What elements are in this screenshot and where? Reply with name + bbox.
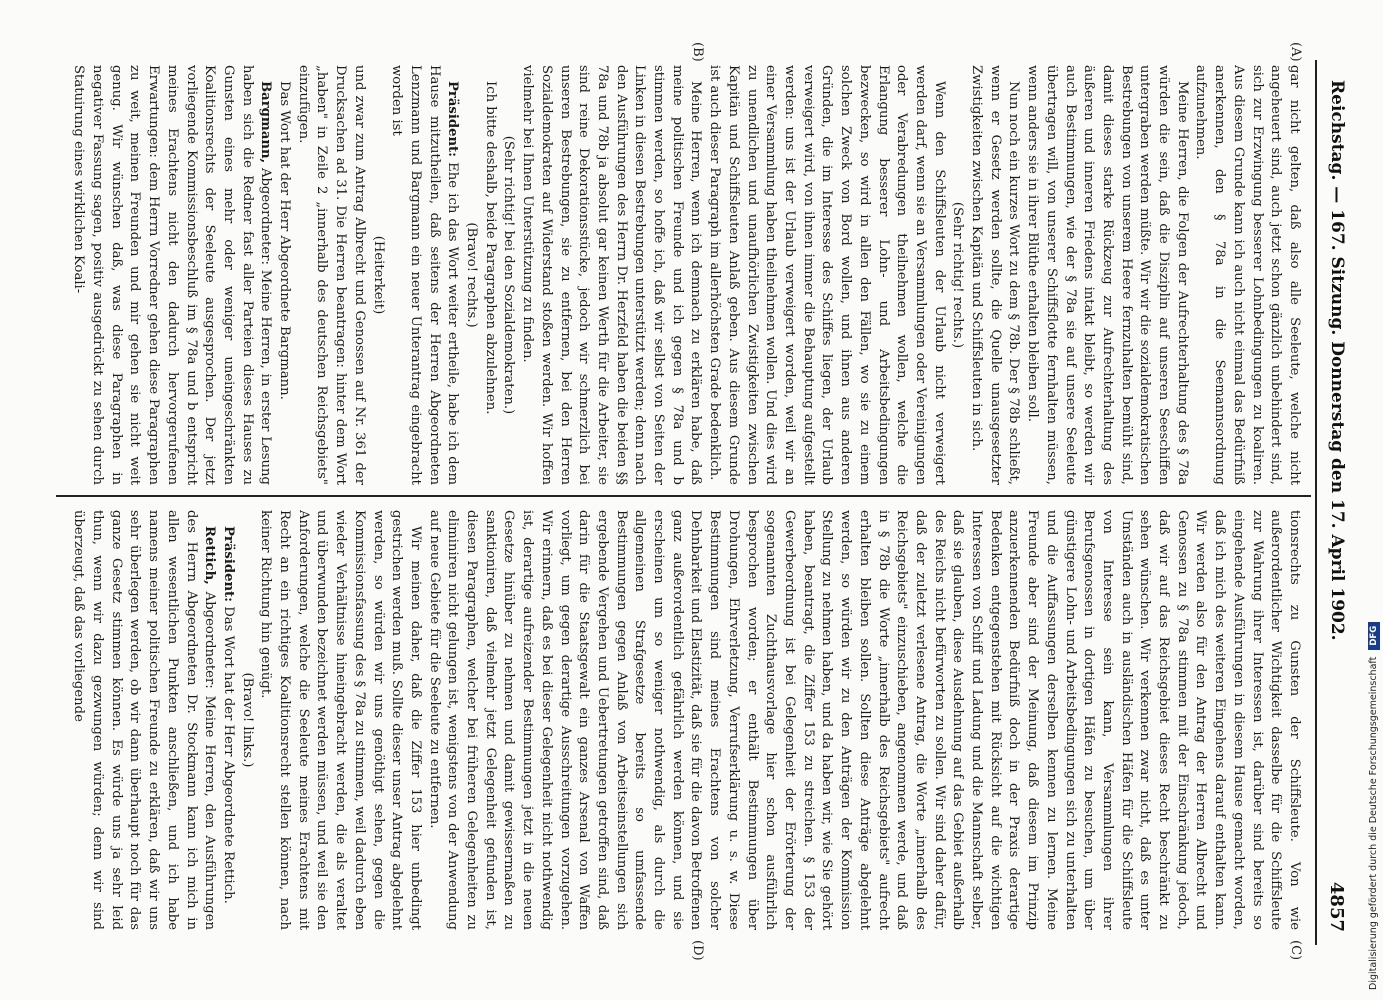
interjection: (Sehr richtig! bei den Sozialdemokraten.) xyxy=(501,135,517,415)
speaker-name: Präsident: xyxy=(445,81,461,158)
page-number: 4857 xyxy=(1326,881,1347,932)
speaker-name: Präsident: xyxy=(220,526,236,603)
speech-paragraph xyxy=(69,510,219,930)
interjection: (Heiterkeit) xyxy=(370,235,386,315)
speech-text: Abgeordneter: Meine Herren, den Ausführungen des Herrn Abgeordneten Dr. Stockmann kann ich mich in allen wesentlichen Punkten anschließen, und ich habe namens meiner politischen Freunde zu erklären, daß wir uns sehr überlegen werden, ob wir dann überhaupt noch für das ganze Gesetz stimmen können. Es würde uns ja sehr leid thun, wenn wir dazu gezwungen würden; denn wir sind überzeugt, daß das vorliegende xyxy=(71,510,218,930)
right-column xyxy=(63,510,1303,930)
header-rule xyxy=(1315,60,1317,945)
paragraph: Nun noch ein kurzes Wort zu dem § 78b. Der § 78b schließt, wenn er Gesetz werden sollte, die Quelle unausgesetzter Zwistigkeiten zwischen Kapitän und Schiffsleuten in sich. xyxy=(969,65,1022,485)
margin-letter-d: (D) xyxy=(690,940,705,961)
speech-text: Das Wort hat der Herr Abgeordnete Rettich. xyxy=(220,602,236,904)
margin-letter-a: (A) xyxy=(1288,42,1303,62)
speech-text: Ehe ich das Wort weiter ertheile, habe ich dem Hause mitzutheilen, daß seitens der Herren Abgeordneten Lenzmann und Bargmann ein neuer Unterantrag eingebracht worden ist xyxy=(389,65,461,485)
paragraph: und zwar zum Antrag Albrecht und Genossen auf Nr. 361 der Drucksachen ad 31. Die Herren beantragen: hinter dem Wort „haben" in Zeile 2 „innerhalb des deutschen Reichsgebiets" einzufügen. xyxy=(295,65,367,485)
dfg-logo: DFG xyxy=(1368,622,1380,650)
paragraph: Wir meinen daher, daß die Ziffer 153 hier unbedingt gestrichen werden muß. Sollte dieser unser Antrag abgelehnt werden, so würden wir uns genöthigt sehen, gegen die Kommissionsfassung des § 78a zu stimmen, weil dadurch eben wieder Verhältnisse hineingebracht werden, die als veraltet und überwunden bezeichnet werden müssen, und weil sie den Anforderungen, welche die Seeleute meines Erachtens mit Recht an ein richtiges Koalitionsrecht stellen können, nach keiner Richtung hin genügt. xyxy=(258,510,423,930)
paragraph: Das Wort hat der Herr Abgeordnete Bargmann. xyxy=(277,81,293,400)
header-title: Reichstag. — 167. Sitzung. Donnerstag den 17. April 1902. xyxy=(1327,80,1347,641)
left-column xyxy=(63,65,1303,485)
margin-letter-c: (C) xyxy=(1288,940,1303,961)
column-divider xyxy=(56,495,1311,497)
paragraph: gar nicht gelten, daß also alle Seeleute, welche nicht angeheuert sind, auch jetzt schon gänzlich unbehindert sind, sich zur Erzwingung besserer Lohnbedingungen zu koaliren. Aus diesem Grunde kann ich auch nicht einmal das Bedürfniß anerkennen, den § 78a in die Seemannsordnung aufzunehmen. xyxy=(1193,65,1302,485)
speaker-name: Bargmann, xyxy=(258,81,274,164)
speech-text: Abgeordneter: Meine Herren, in erster Lesung haben sich die Redner fast aller Parteien dieses Hauses zu Gunsten eines mehr oder weniger uneingeschränkten Koalitionsrechts der Seeleute ausgesprochen. Der jetzt vorliegende Kommissionsbeschluß im § 78a und b entspricht meines Erachtens nicht den dadurch hervorgerufenen Erwartungen: dem Herrn Vorredner gehen diese Paragraphen zu weit, meinen Freunden und mir gehen sie nicht weit genug. Wir wünschen daß, was diese Paragraphen in negativer Fassung sagen, positiv ausgedrückt zu sehen durch Statuirung eines wirklichen Koali- xyxy=(71,65,274,485)
paragraph: Meine Herren, wenn ich demnach zu erklären habe, daß meine politischen Freunde und ich gegen § 78a und b stimmen werden, so hoffe ich, daß wir selbst von Seiten der Linken in diesen Bestrebungen unterstützt werden; denn nach den Ausführungen des Herrn Dr. Herzfeld haben die beiden §§ 78a und 78b ja absolut gar keinen Werth für die Arbeiter, sie sind reine Dekorationsstücke, jedoch wir schmerzlich bei unseren Bestrebungen, sie zu entfernen, bei den Herren Sozialdemokraten auf Widerstand stoßen werden. Wir hoffen vielmehr bei Ihnen Unterstützung zu finden. xyxy=(520,65,704,485)
interjection: (Sehr richtig! rechts.) xyxy=(950,201,966,349)
margin-letter-b: (B) xyxy=(690,42,705,62)
paragraph: tionsrechts zu Gunsten der Schiffsleute. Von wie außerordentlicher Wichtigkeit dasselbe für die Schiffsleute zur Wahrung ihrer Interessen ist, darüber sind bereits so eingehende Ausführungen in diesem Hause gemacht worden, daß ich mich des weiteren Eingehens darauf enthalten kann. Wir werden also für den Antrag der Herren Albrecht und Genossen zu § 78a stimmen mit der Einschränkung jedoch, daß wir auf das Reichsgebiet dieses Recht beschränkt zu sehen wünschen. Wir verkennen zwar nicht, daß es unter Umständen auch in ausländischen Häfen für die Schiffsleute von Interesse sein kann, Versammlungen ihrer Berufsgenossen in dortigen Häfen zu besuchen, um über günstigere Lohn- und Arbeitsbedingungen sich zu unterhalten und die Auffassungen derselben kennen zu lernen. Meine Freunde aber sind der Meinung, daß diesem im Prinzip anzuerkennenden Bedürfniß doch in der Praxis derartige Bedenken entgegenstehen mit Rücksicht auf die wichtigen Interessen von Schiff und Ladung und die Mannschaft selber, daß sie glauben, diese Ausdehnung auf das Gebiet außerhalb des Reichs nicht befürworten zu sollen. Wir sind daher dafür, daß der zuletzt verlesene Antrag, die Worte „innerhalb des Reichsgebiets" einzuschieben, angenommen werde, und daß in § 78b die Worte „innerhalb des Reichsgebiets" aufrecht erhalten bleiben sollen. Sollten diese Anträge abgelehnt werden, so würden wir zu den Anträgen der Kommission Stellung zu nehmen haben, und da haben wir, wie Sie gehört haben, beantragt, die Ziffer 153 zu streichen. § 153 der Gewerbeordnung ist bei Gelegenheit der Erörterung der sogenannten Zuchthausvorlage hier schon ausführlich besprochen worden; er enthält Bestimmungen über Drohungen, Ehrverletzung, Verrufserklärung u. s. w. Diese Bestimmungen sind meines Erachtens von solcher Dehnbarkeit und Elastizität, daß sie für die davon Betroffenen ganz außerordentlich gefährlich werden können, und sie erscheinen um so weniger nothwendig, als durch die allgemeinen Strafgesetze bereits so umfassende Bestimmungen gegen Anlaß von Arbeitseinstellungen sich ergebende Vergehen und Uebertretungen getroffen sind, daß darin für die Staatsgewalt ein ganzes Arsenal von Waffen vorliegt, um gegen derartige Ausschreitungen vorzugehen. Wir erinnern, daß es bei dieser Gelegenheit nicht nothwendig ist, derartige aufreizender Bestimmungen jetzt in die neuen Gesetze hinüber zu nehmen und damit gewissermaßen zu sanktioniren, daß vielmehr jetzt Gelegenheit gefunden ist, diesen Paragraphen, welcher bei früheren Gelegenheiten zu eliminiren nicht gelungen ist, wenigstens von der Anwendung auf neue Gebiete für die Seeleute zu entfernen. xyxy=(426,510,1302,930)
speech-paragraph xyxy=(387,65,462,485)
funding-text: Digitalisierung gefördert durch die Deutsche Forschungsgemeinschaft xyxy=(1368,656,1379,990)
speech-paragraph xyxy=(69,65,275,485)
interjection: (Bravo! rechts.) xyxy=(464,222,480,328)
paragraph: Ich bitte deshalb, beide Paragraphen abzulehnen. xyxy=(482,81,498,415)
funding-note xyxy=(1368,622,1380,990)
speaker-name: Rettich, xyxy=(202,526,218,585)
page-header xyxy=(1321,60,1351,940)
speech-paragraph xyxy=(218,510,237,930)
paragraph: Wenn den Schiffsleuten der Urlaub nicht verweigert werden darf, wenn sie an Versammlungen oder Vereinigungen oder Verabredungen theilnehmen wollen, welche die Erlangung besserer Lohn- und Arbeitsbedingungen bezwecken, so wird in allen den Fällen, wo sie zu einem solchen Zweck von Bord wollen, und ihnen aus anderen Gründen, die im Interesse des Schiffes liegen, der Urlaub verweigert wird, von ihnen immer die Behauptung aufgestellt werden: uns ist der Urlaub verweigert worden, weil wir an einer Versammlung haben theilnehmen wollen. Und dies wird zu unendlichen und unaufhörlichen Zwistigkeiten zwischen Kapitän und Schiffsleuten Anlaß geben. Aus diesem Grunde ist auch dieser Paragraph im allerhöchsten Grade bedenklich. xyxy=(707,65,947,485)
paragraph: Meine Herren, die Folgen der Aufrechterhaltung des § 78a würden die sein, daß die Disziplin auf unseren Seeschiffen untergraben werden müßte. Wir wir die sozialdemokratischen Bestrebungen von unserem Heere fernzuhalten bemüht sind, damit dieses starke Rückzeug zur Aufrechterhaltung des äußeren und inneren Friedens intakt bleibt, so werden wir auch Bestimmungen, wie der § 78a sie auf unsere Seeleute übertragen will, von unserer Schiffsflotte fernhalten müssen, wenn anders sie in ihrer Blüthe erhalten bleiben soll. xyxy=(1025,65,1190,485)
interjection: (Bravo! links.) xyxy=(239,672,255,768)
